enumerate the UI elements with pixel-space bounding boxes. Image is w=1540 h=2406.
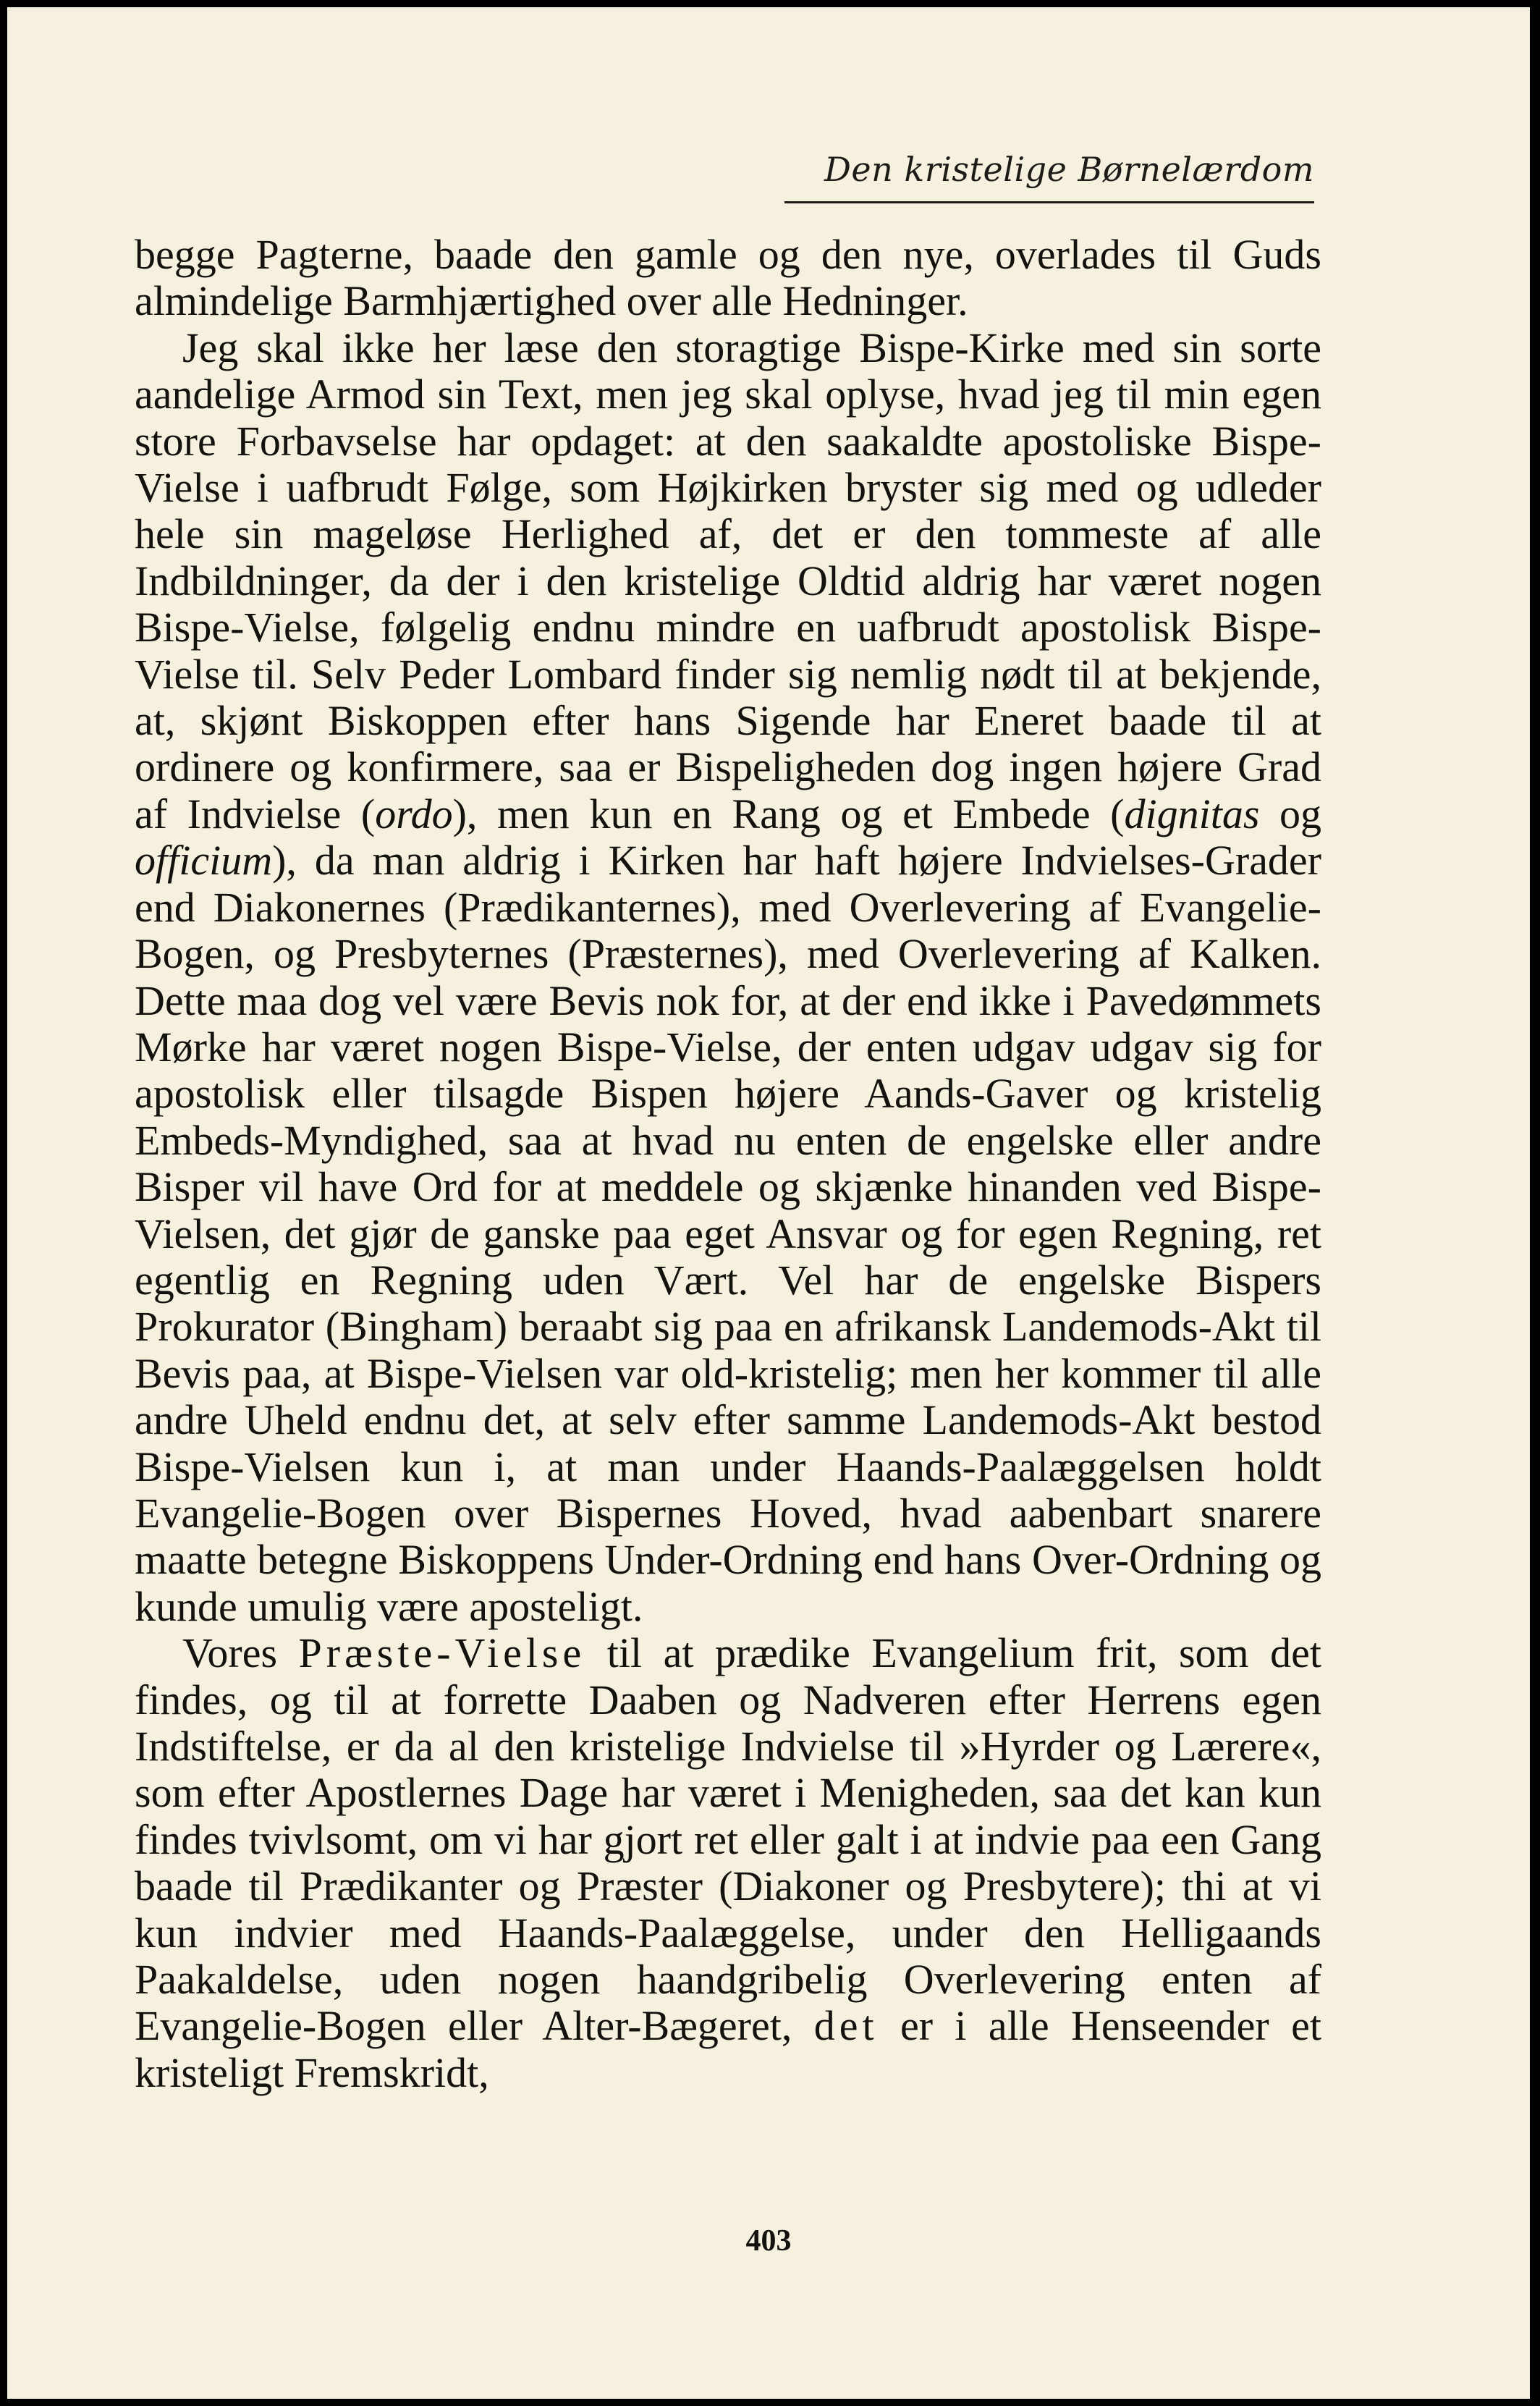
paragraph-text: Jeg skal ikke her læse den storagtige Bispe-Kirke med sin sorte aandelige Armod sin Text, men jeg skal oplyse, hvad jeg til min egen store Forbavselse har opdaget: at den saakaldte apostoliske Bispe-Vielse i uafbrudt Følge, som Højkirken bryster sig med og udleder hele sin mageløse Herlighed af, det er den tommeste af alle Indbildninger, da der i den kristelige Oldtid aldrig har været nogen Bispe-Vielse, følgelig endnu mindre en uafbrudt apostolisk Bispe-Vielse til. Selv Peder Lombard finder sig nemlig nødt til at bekjende, at, skjønt Biskoppen efter hans Sigende har Eneret baade til at ordinere og konfirmere, saa er Bispeligheden dog ingen højere Grad af Indvielse ( <box>135 324 1321 837</box>
spaced-term: Præste-Vielse <box>298 1629 586 1677</box>
paragraph-text: og <box>1259 790 1322 837</box>
paragraph-praeste-vielse <box>135 1630 1321 2096</box>
paragraph-bispe-vielse <box>135 325 1321 1630</box>
paragraph-text: Vores <box>182 1629 299 1677</box>
spaced-term: det <box>813 2002 879 2050</box>
paragraph-text: til at prædike Evangelium frit, som det findes, og til at forrette Daaben og Nadveren efter Herrens egen Indstiftelse, er da al den kristelige Indvielse til »Hyrder og Lærere«, som efter Apostlernes Dage har været i Menigheden, saa det kan kun findes tvivlsomt, om vi har gjort ret eller galt i at indvie paa een Gang baade til Prædikanter og Præster (Diakoner og Presbytere); thi at vi kun indvier med Haands-Paalæggelse, under den Helligaands Paakaldelse, uden nogen haandgribelig Overlevering enten af Evangelie-Bogen eller Alter-Bægeret, <box>135 1629 1321 2050</box>
italic-term: dignitas <box>1124 790 1260 837</box>
italic-term: ordo <box>375 790 453 837</box>
paragraph-text: er i alle Henseender et kristeligt Fremskridt, <box>135 2002 1321 2096</box>
running-header: Den kristelige Børnelærdom <box>784 140 1314 203</box>
book-page <box>7 7 1530 2399</box>
page-body <box>135 232 1321 2096</box>
italic-term: officium <box>135 837 273 885</box>
paragraph-text: ), men kun en Rang og et Embede ( <box>452 790 1125 837</box>
paragraph-text: ), da man aldrig i Kirken har haft højere Indvielses-Grader end Diakonernes (Prædikanternes), med Overlevering af Evangelie-Bogen, og Presbyternes (Præsternes), med Overlevering af Kalken. Dette maa dog vel være Bevis nok for, at der end ikke i Pavedømmets Mørke har været nogen Bispe-Vielse, der enten udgav udgav sig for apostolisk eller tilsagde Bispen højere Aands-Gaver og kristelig Embeds-Myndighed, saa at hvad nu enten de engelske eller andre Bisper vil have Ord for at meddele og skjænke hinanden ved Bispe-Vielsen, det gjør de ganske paa eget Ansvar og for egen Regning, ret egentlig en Regning uden Vært. Vel har de engelske Bispers Prokurator (Bingham) beraabt sig paa en afrikansk Landemods-Akt til Bevis paa, at Bispe-Vielsen var old-kristelig; men her kommer til alle andre Uheld endnu det, at selv efter samme Landemods-Akt bestod Bispe-Vielsen kun i, at man under Haands-Paalæggelsen holdt Evangelie-Bogen over Bispernes Hoved, hvad aabenbart snarere maatte betegne Biskoppens Under-Ordning end hans Over-Ordning og kunde umulig være aposteligt. <box>135 837 1321 1630</box>
page-number: 403 <box>745 2224 792 2258</box>
paragraph-continuation: begge Pagterne, baade den gamle og den nye, overlades til Guds almindelige Barmhjærtighed over alle Hedninger. <box>135 231 1321 325</box>
